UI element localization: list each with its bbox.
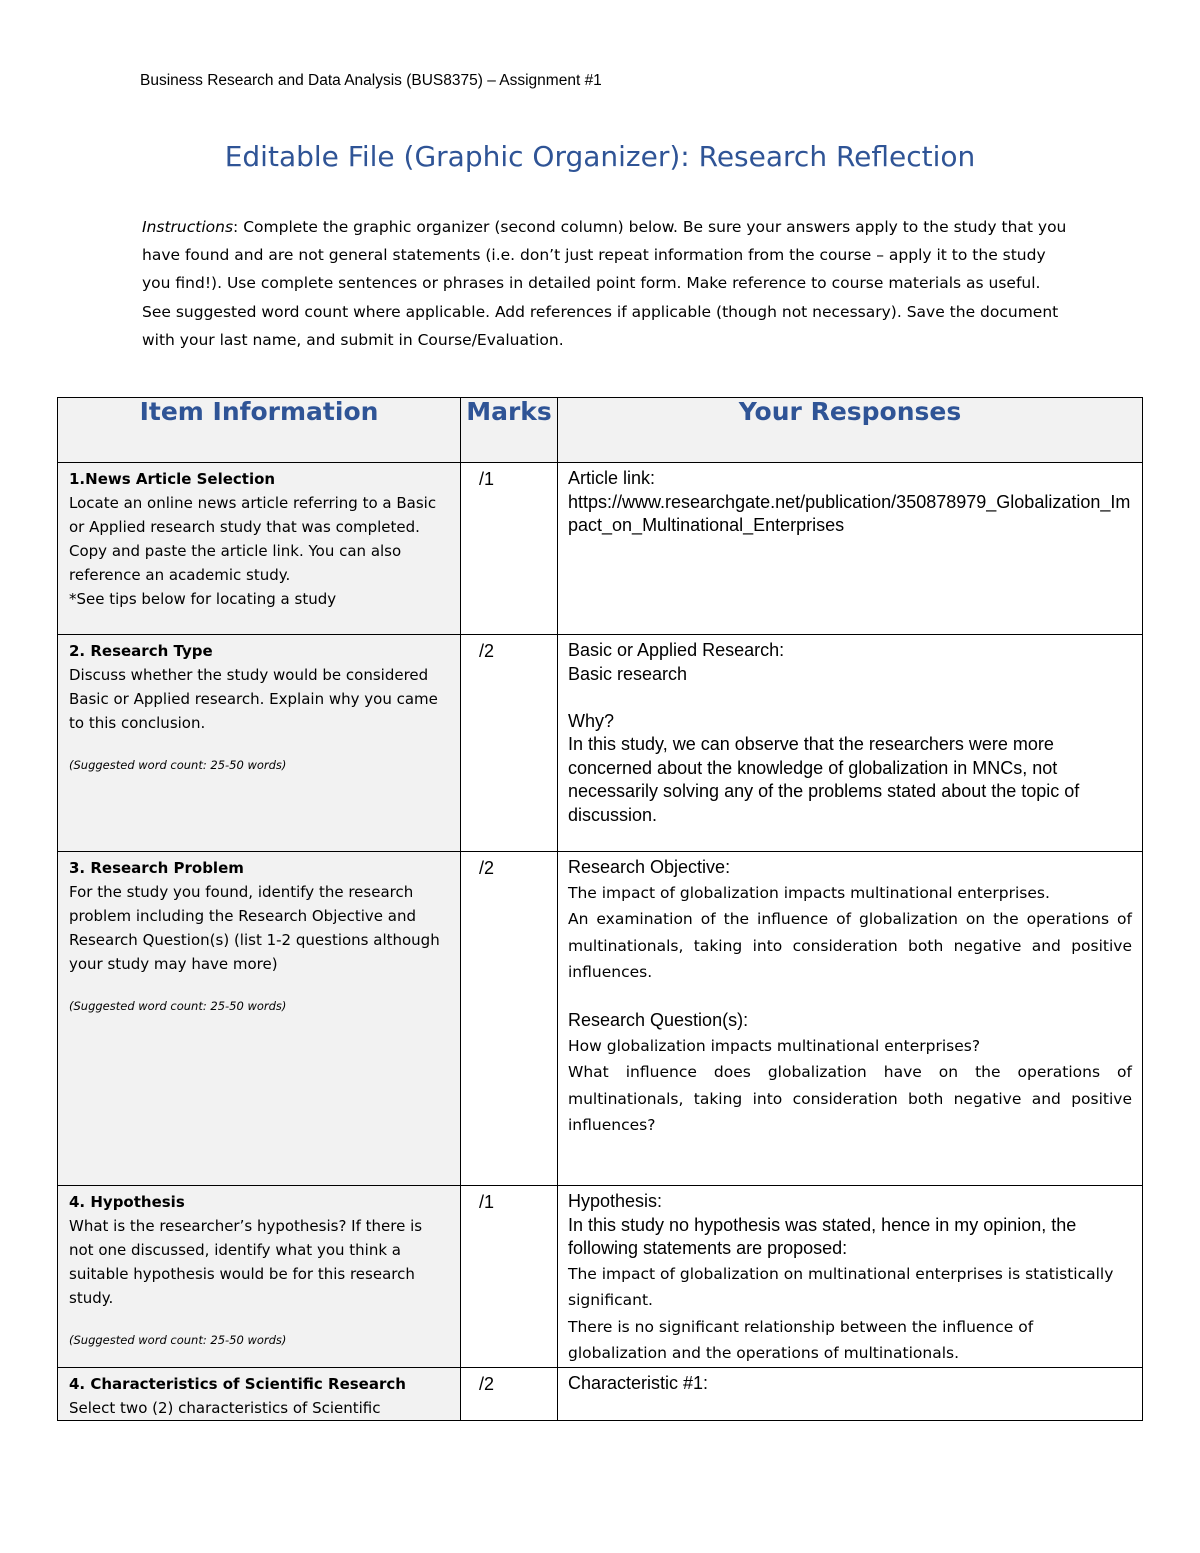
response-why: In this study, we can observe that the researchers were more concerned about the knowledge of globalization in MNCs, not necessarily solving any of the problems stated about the topic of discussion.	[568, 734, 1080, 825]
page-title: Editable File (Graphic Organizer): Research Reflection	[224, 140, 976, 173]
item-description: Select two (2) characteristics of Scientific	[69, 1398, 381, 1417]
header-item-information: Item Information	[58, 398, 461, 463]
table-row	[58, 463, 1143, 635]
instructions-paragraph	[142, 213, 1072, 354]
table-row	[58, 852, 1143, 1186]
characteristic-label: Characteristic #1:	[568, 1372, 709, 1393]
item-title: 1.News Article Selection	[69, 470, 276, 488]
marks-cell: /2	[461, 635, 558, 852]
item-cell	[58, 852, 461, 1186]
item-description: Discuss whether the study would be considered Basic or Applied research. Explain why you came to this conclusion.	[69, 666, 438, 732]
response-cell[interactable]	[558, 852, 1143, 1186]
response-cell[interactable]	[558, 1367, 1143, 1420]
item-cell	[58, 1186, 461, 1368]
response-cell[interactable]	[558, 635, 1143, 852]
research-question-label: Research Question(s):	[568, 1010, 749, 1030]
table-row	[58, 1186, 1143, 1368]
article-link[interactable]: https://www.researchgate.net/publication/350878979_Globalization_Impact_on_Multinational_Enterprises	[568, 491, 1131, 535]
item-description: What is the researcher’s hypothesis? If there is not one discussed, identify what you think a suitable hypothesis would be for this research study.	[69, 1217, 423, 1307]
research-objective-label: Research Objective:	[568, 857, 731, 877]
instructions-label: Instructions	[142, 218, 234, 236]
item-description: For the study you found, identify the research problem including the Research Objective and Research Question(s) (list 1-2 questions although your study may have more)	[69, 883, 440, 973]
response-cell[interactable]	[558, 463, 1143, 635]
marks-cell: /2	[461, 1367, 558, 1420]
response-answer: Basic research	[568, 663, 688, 684]
hypothesis-intro: In this study no hypothesis was stated, hence in my opinion, the following statements are proposed:	[568, 1214, 1077, 1258]
item-title: 4. Characteristics of Scientific Research	[69, 1374, 406, 1393]
header-marks: Marks	[461, 398, 558, 463]
graphic-organizer-table	[57, 397, 1143, 1421]
table-row	[58, 1367, 1143, 1420]
response-cell[interactable]	[558, 1186, 1143, 1368]
response-label: Basic or Applied Research:	[568, 640, 785, 660]
marks-cell: /1	[461, 1186, 558, 1368]
item-description: Locate an online news article referring to a Basic or Applied research study that was completed. Copy and paste the article link. You can also reference an academic study.	[69, 494, 437, 584]
item-title: 3. Research Problem	[69, 859, 244, 877]
response-why-label: Why?	[568, 710, 615, 731]
item-title: 4. Hypothesis	[69, 1193, 185, 1211]
table-row	[58, 635, 1143, 852]
research-objective-1: The impact of globalization impacts multinational enterprises.	[568, 883, 1050, 902]
word-count-note: (Suggested word count: 25-50 words)	[69, 999, 287, 1013]
header-your-responses: Your Responses	[558, 398, 1143, 463]
item-cell	[58, 635, 461, 852]
marks-cell: /2	[461, 852, 558, 1186]
research-question-2: What influence does globalization have on the operations of multinationals, taking into consideration both negative and positive influences?	[568, 1063, 1132, 1134]
word-count-note: (Suggested word count: 25-50 words)	[69, 1333, 287, 1347]
item-cell	[58, 463, 461, 635]
item-title: 2. Research Type	[69, 642, 213, 660]
hypothesis-2: There is no significant relationship between the influence of globalization and the operations of multinationals.	[568, 1317, 1034, 1362]
word-count-note: (Suggested word count: 25-50 words)	[69, 758, 287, 772]
item-cell	[58, 1367, 461, 1420]
response-label: Article link:	[568, 468, 656, 488]
instructions-text: : Complete the graphic organizer (second column) below. Be sure your answers apply to the study that you have found and are not general statements (i.e. don’t just repeat information from the course – apply it to the study you find!). Use complete sentences or phrases in detailed point form. Make reference to course materials as useful. See suggested word count where applicable. Add references if applicable (though not necessary). Save the document with your last name, and submit in Course/Evaluation.	[142, 218, 1067, 349]
item-tip: *See tips below for locating a study	[69, 590, 337, 608]
course-header: Business Research and Data Analysis (BUS8375) – Assignment #1	[140, 72, 602, 89]
hypothesis-label: Hypothesis:	[568, 1191, 663, 1211]
research-question-1: How globalization impacts multinational enterprises?	[568, 1036, 981, 1055]
hypothesis-1: The impact of globalization on multinational enterprises is statistically significant.	[568, 1264, 1114, 1309]
table-header-row	[58, 398, 1143, 463]
marks-cell: /1	[461, 463, 558, 635]
research-objective-2: An examination of the influence of globalization on the operations of multinationals, taking into consideration both negative and positive influences.	[568, 910, 1132, 981]
